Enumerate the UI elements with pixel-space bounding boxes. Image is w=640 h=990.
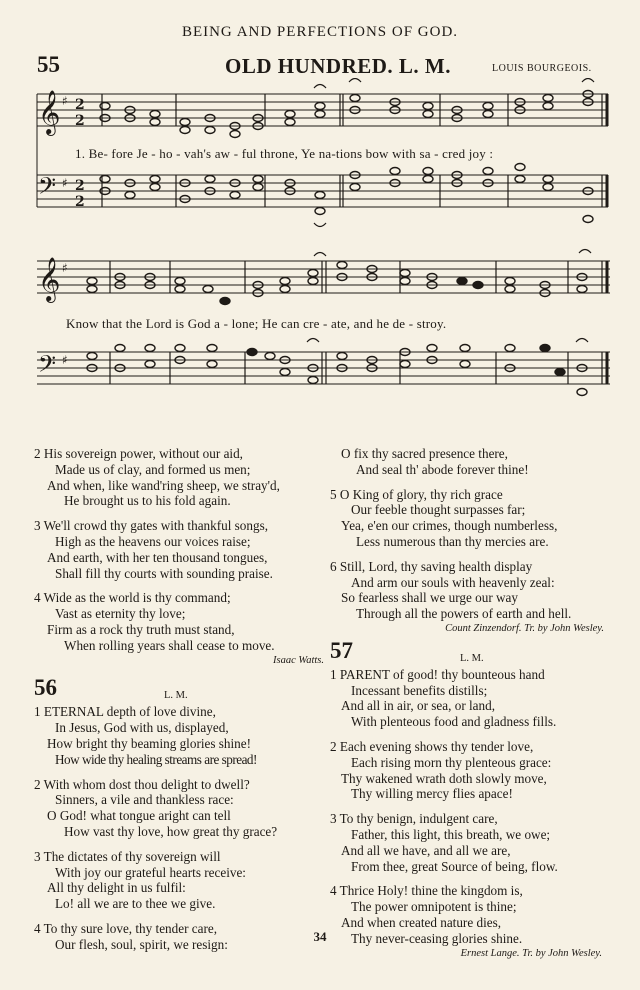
verse-line: How wide thy healing streams are spread! (55, 751, 257, 767)
verse-line: Through all the powers of earth and hell. (356, 606, 572, 622)
verse-line: 4 Thrice Holy! thine the kingdom is, (330, 883, 523, 899)
svg-text:♯: ♯ (62, 353, 68, 367)
verse-line: And earth, with her ten thousand tongues, (47, 549, 268, 565)
lyric-line-2: Know that the Lord is God a - lone; He can cre - ate, and he de - stroy. (66, 316, 447, 331)
svg-text:2: 2 (75, 194, 85, 210)
verse-line: Shall fill thy courts with sounding praise. (55, 565, 273, 581)
treble-clef-icon: 𝄞 (38, 90, 61, 134)
verse-line: With plenteous food and gladness fills. (351, 714, 557, 730)
hymn-57-meter: L. M. (460, 652, 484, 664)
hymn55-verse-2 (34, 446, 324, 509)
hymn56-verse-1 (34, 704, 324, 767)
verse-line: Father, this light, this breath, we owe; (351, 826, 551, 842)
verse-line: O fix thy sacred presence there, (341, 446, 508, 461)
verse-line: 3 To thy benign, indulgent care, (330, 811, 498, 827)
attribution-isaac-watts: Isaac Watts. (273, 654, 324, 666)
verse-line: Thy never-ceasing glories shine. (351, 930, 523, 946)
verse-line: 2 Each evening shows thy tender love, (330, 738, 534, 754)
verse-line: When rolling years shall cease to move. (64, 637, 275, 653)
svg-text:♯: ♯ (62, 94, 68, 108)
hymn55-verse-cont (330, 446, 610, 478)
verse-line: And when, like wand'ring sheep, we stray'd, (47, 477, 280, 493)
verse-line: How vast thy love, how great thy grace? (64, 823, 278, 839)
hymn55-verse-5 (330, 487, 610, 550)
svg-text:♯: ♯ (62, 261, 68, 275)
verse-line: 2 With whom dost thou delight to dwell? (34, 776, 250, 792)
verse-line: 4 Wide as the world is thy command; (34, 590, 231, 606)
hymn57-verse-1 (330, 667, 610, 730)
hymn55-verse-6 (330, 559, 610, 622)
verse-line: He brought us to his fold again. (64, 493, 231, 509)
tune-title: OLD HUNDRED. L. M. (225, 54, 452, 78)
verse-line: And when created nature dies, (341, 914, 502, 930)
verse-line: O God! what tongue aright can tell (47, 808, 231, 824)
verse-line: And arm our souls with heavenly zeal: (351, 574, 555, 590)
verse-line: The power omnipotent is thine; (351, 899, 517, 915)
verse-line: Incessant benefits distills; (351, 682, 488, 698)
hymn-55-number: 55 (37, 52, 60, 77)
lyric-line-1: 1. Be- fore Je - ho - vah's aw - ful throne, Ye na-tions bow with sa - cred joy : (75, 146, 494, 161)
svg-text:2: 2 (75, 113, 85, 129)
verse-line: 1 ETERNAL depth of love divine, (34, 704, 216, 720)
attribution-ernest-lange: Ernest Lange. Tr. by John Wesley. (460, 947, 602, 959)
verse-line: 3 The dictates of thy sovereign will (34, 848, 221, 864)
verse-line: Thy willing mercy flies apace! (351, 786, 513, 802)
hymn-56-meter: L. M. (164, 690, 188, 702)
staff-bass-2 (37, 352, 610, 384)
verse-line: Firm as a rock thy truth must stand, (47, 621, 235, 637)
verse-line: And seal th' abode forever thine! (356, 461, 529, 477)
hymn55-verse-4 (34, 590, 324, 653)
verse-line: 4 To thy sure love, thy tender care, (34, 920, 218, 936)
verse-line: 3 We'll crowd thy gates with thankful songs, (34, 518, 269, 534)
verse-line: 5 O King of glory, thy rich grace (330, 486, 503, 502)
hymn-57-number: 57 (330, 637, 353, 663)
hymn57-verse-3 (330, 811, 610, 874)
music-score (0, 78, 640, 418)
verse-line: Sinners, a vile and thankless race: (55, 792, 234, 808)
svg-text:2: 2 (75, 97, 85, 113)
left-column (34, 446, 324, 962)
hymn-57-header (330, 637, 610, 667)
verse-line: How bright thy beaming glories shine! (47, 735, 252, 751)
verse-line: Our flesh, soul, spirit, we resign: (55, 936, 228, 952)
verse-line: Made us of clay, and formed us men; (55, 461, 251, 477)
verse-line: And all in air, or sea, or land, (341, 698, 496, 714)
verse-line: In Jesus, God with us, displayed, (55, 720, 229, 736)
hymn56-verse-3 (34, 849, 324, 912)
verse-line: And all we have, and all we are, (341, 842, 511, 858)
verse-line: All thy delight in us fulfil: (47, 880, 186, 896)
verse-line: High as the heavens our voices raise; (55, 533, 251, 549)
verse-line: Vast as eternity thy love; (55, 606, 186, 622)
hymn55-verse-3 (34, 518, 324, 581)
verse-line: Our feeble thought surpasses far; (351, 502, 526, 518)
verse-line: Yea, e'en our crimes, though numberless, (341, 518, 558, 534)
verse-line: Less numerous than thy mercies are. (356, 533, 549, 549)
svg-text:♯: ♯ (62, 176, 68, 190)
page-number: 34 (313, 929, 327, 944)
verse-line: Lo! all we are to thee we give. (55, 896, 216, 912)
verse-line: Each rising morn thy plenteous grace: (351, 754, 552, 770)
hymn-56-header (34, 675, 324, 704)
right-column (330, 446, 610, 961)
hymn-56-number: 56 (34, 675, 57, 701)
attribution-zinzendorf: Count Zinzendorf. Tr. by John Wesley. (445, 622, 604, 634)
verse-line: With joy our grateful hearts receive: (55, 864, 246, 880)
verse-line: 6 Still, Lord, thy saving health display (330, 558, 533, 574)
composer: LOUIS BOURGEOIS. (492, 63, 592, 74)
bass-clef-icon: 𝄢 (38, 172, 57, 205)
hymn56-verse-2 (34, 777, 324, 840)
svg-text:2: 2 (75, 178, 85, 194)
verse-line: From thee, great Source of being, flow. (351, 858, 558, 874)
verse-line: So fearless shall we urge our way (341, 590, 519, 606)
svg-text:𝄞: 𝄞 (38, 257, 61, 301)
hymn57-verse-2 (330, 739, 610, 802)
section-title: BEING AND PERFECTIONS OF GOD. (181, 24, 459, 40)
verse-line: Thy wakened wrath doth slowly move, (341, 770, 547, 786)
staff-bass-1 (37, 175, 608, 207)
verse-line: 1 PARENT of good! thy bounteous hand (330, 666, 545, 682)
verse-line: 2 His sovereign power, without our aid, (34, 446, 243, 461)
svg-text:𝄢: 𝄢 (38, 350, 57, 383)
